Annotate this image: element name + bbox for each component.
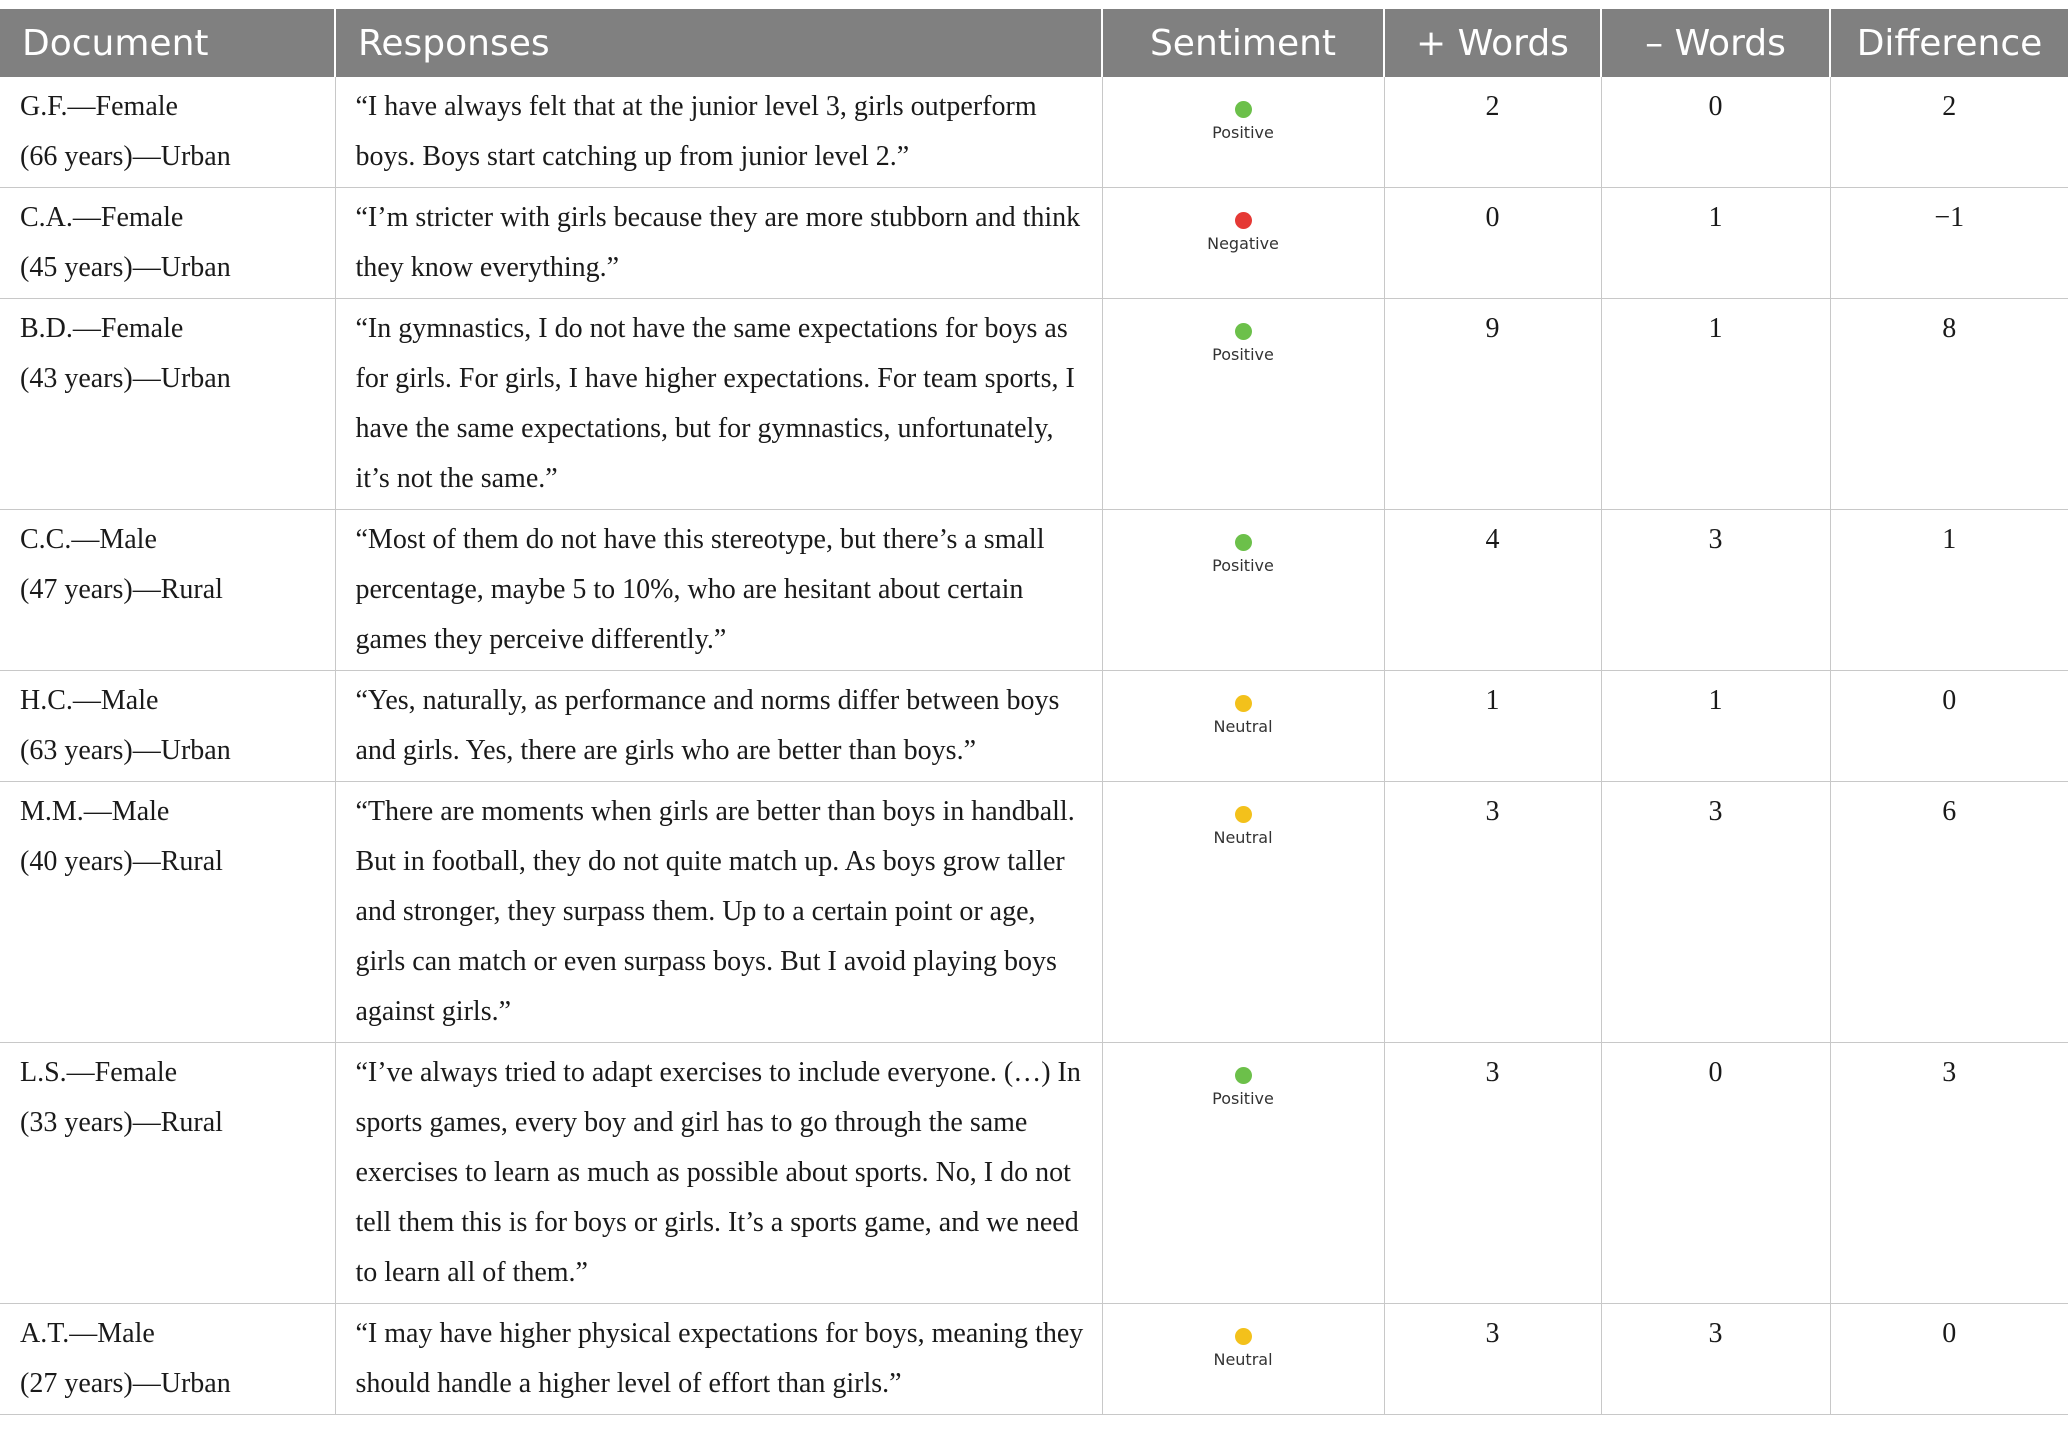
- sentiment-dot-icon: [1235, 534, 1252, 551]
- table-row: [0, 510, 2068, 671]
- document-name: C.A.—Female: [20, 202, 184, 233]
- document-cell: [0, 299, 335, 510]
- sentiment-label: Neutral: [1213, 717, 1273, 736]
- document-name: A.T.—Male: [20, 1318, 155, 1349]
- response-cell: “In gymnastics, I do not have the same expectations for boys as for girls. For girls, I have higher expectations. For team sports, I have the same expectations, but for gymnastics, unfortunately, it’s not the same.”: [335, 299, 1102, 510]
- sentiment-dot-icon: [1235, 1328, 1252, 1345]
- difference-cell: 0: [1830, 671, 2068, 782]
- difference-cell: 8: [1830, 299, 2068, 510]
- response-cell: “I have always felt that at the junior level 3, girls outperform boys. Boys start catching up from junior level 2.”: [335, 77, 1102, 188]
- header-plus-words: + Words: [1384, 9, 1601, 77]
- document-name: C.C.—Male: [20, 524, 157, 555]
- sentiment-label: Negative: [1207, 234, 1279, 253]
- difference-cell: 1: [1830, 510, 2068, 671]
- sentiment-label: Positive: [1212, 345, 1274, 364]
- sentiment-cell: [1102, 1043, 1384, 1304]
- sentiment-cell: [1102, 77, 1384, 188]
- document-cell: [0, 1043, 335, 1304]
- document-details: (45 years)—Urban: [20, 252, 231, 283]
- response-cell: “I may have higher physical expectations for boys, meaning they should handle a higher level of effort than girls.”: [335, 1304, 1102, 1415]
- plus-words-cell: 0: [1384, 188, 1601, 299]
- sentiment-dot-icon: [1235, 695, 1252, 712]
- plus-words-cell: 3: [1384, 1043, 1601, 1304]
- difference-cell: 2: [1830, 77, 2068, 188]
- minus-words-cell: 3: [1601, 510, 1830, 671]
- sentiment-indicator: [1103, 1309, 1384, 1370]
- sentiment-cell: [1102, 1304, 1384, 1415]
- sentiment-label: Neutral: [1213, 828, 1273, 847]
- header-responses: Responses: [335, 9, 1102, 77]
- sentiment-cell: [1102, 299, 1384, 510]
- difference-cell: 0: [1830, 1304, 2068, 1415]
- response-cell: “Most of them do not have this stereotype, but there’s a small percentage, maybe 5 to 10%, who are hesitant about certain games they perceive differently.”: [335, 510, 1102, 671]
- response-cell: “I’m stricter with girls because they are more stubborn and think they know everything.”: [335, 188, 1102, 299]
- document-name: H.C.—Male: [20, 685, 159, 716]
- minus-words-cell: 3: [1601, 1304, 1830, 1415]
- plus-words-cell: 3: [1384, 1304, 1601, 1415]
- sentiment-indicator: [1103, 304, 1384, 365]
- table-row: [0, 1043, 2068, 1304]
- table-body: [0, 77, 2068, 1415]
- minus-words-cell: 0: [1601, 77, 1830, 188]
- document-cell: [0, 77, 335, 188]
- sentiment-dot-icon: [1235, 806, 1252, 823]
- document-cell: [0, 188, 335, 299]
- table-row: [0, 299, 2068, 510]
- plus-words-cell: 2: [1384, 77, 1601, 188]
- sentiment-indicator: [1103, 787, 1384, 848]
- document-details: (66 years)—Urban: [20, 141, 231, 172]
- sentiment-indicator: [1103, 676, 1384, 737]
- sentiment-table: [0, 9, 2068, 1415]
- sentiment-label: Positive: [1212, 123, 1274, 142]
- difference-cell: 3: [1830, 1043, 2068, 1304]
- minus-words-cell: 0: [1601, 1043, 1830, 1304]
- document-details: (43 years)—Urban: [20, 363, 231, 394]
- table-row: [0, 77, 2068, 188]
- sentiment-indicator: [1103, 515, 1384, 576]
- sentiment-dot-icon: [1235, 1067, 1252, 1084]
- sentiment-indicator: [1103, 193, 1384, 254]
- document-cell: [0, 671, 335, 782]
- sentiment-dot-icon: [1235, 101, 1252, 118]
- difference-cell: −1: [1830, 188, 2068, 299]
- sentiment-label: Neutral: [1213, 1350, 1273, 1369]
- document-details: (27 years)—Urban: [20, 1368, 231, 1399]
- table-header: [0, 9, 2068, 77]
- sentiment-cell: [1102, 188, 1384, 299]
- document-details: (47 years)—Rural: [20, 574, 223, 605]
- sentiment-cell: [1102, 671, 1384, 782]
- document-name: G.F.—Female: [20, 91, 178, 122]
- sentiment-label: Positive: [1212, 1089, 1274, 1108]
- plus-words-cell: 3: [1384, 782, 1601, 1043]
- document-name: M.M.—Male: [20, 796, 170, 827]
- table-row: [0, 1304, 2068, 1415]
- document-name: L.S.—Female: [20, 1057, 178, 1088]
- header-row: [0, 9, 2068, 77]
- plus-words-cell: 9: [1384, 299, 1601, 510]
- difference-cell: 6: [1830, 782, 2068, 1043]
- header-sentiment: Sentiment: [1102, 9, 1384, 77]
- response-cell: “I’ve always tried to adapt exercises to include everyone. (…) In sports games, every boy and girl has to go through the same exercises to learn as much as possible about sports. No, I do not tell them this is for boys or girls. It’s a sports game, and we need to learn all of them.”: [335, 1043, 1102, 1304]
- header-document: Document: [0, 9, 335, 77]
- sentiment-dot-icon: [1235, 323, 1252, 340]
- response-cell: “Yes, naturally, as performance and norms differ between boys and girls. Yes, there are girls who are better than boys.”: [335, 671, 1102, 782]
- document-cell: [0, 1304, 335, 1415]
- sentiment-indicator: [1103, 82, 1384, 143]
- document-details: (40 years)—Rural: [20, 846, 223, 877]
- document-name: B.D.—Female: [20, 313, 184, 344]
- document-cell: [0, 782, 335, 1043]
- header-difference: Difference: [1856, 22, 2043, 64]
- table-row: [0, 671, 2068, 782]
- document-details: (63 years)—Urban: [20, 735, 231, 766]
- minus-words-cell: 1: [1601, 299, 1830, 510]
- sentiment-dot-icon: [1235, 212, 1252, 229]
- plus-words-cell: 4: [1384, 510, 1601, 671]
- document-cell: [0, 510, 335, 671]
- sentiment-indicator: [1103, 1048, 1384, 1109]
- table-row: [0, 188, 2068, 299]
- plus-words-cell: 1: [1384, 671, 1601, 782]
- minus-words-cell: 3: [1601, 782, 1830, 1043]
- sentiment-cell: [1102, 510, 1384, 671]
- table-row: [0, 782, 2068, 1043]
- header-minus-words: – Words: [1601, 9, 1830, 77]
- document-details: (33 years)—Rural: [20, 1107, 223, 1138]
- minus-words-cell: 1: [1601, 671, 1830, 782]
- sentiment-label: Positive: [1212, 556, 1274, 575]
- response-cell: “There are moments when girls are better than boys in handball. But in football, they do not quite match up. As boys grow taller and stronger, they surpass them. Up to a certain point or age, girls can match or even surpass boys. But I avoid playing boys against girls.”: [335, 782, 1102, 1043]
- minus-words-cell: 1: [1601, 188, 1830, 299]
- sentiment-cell: [1102, 782, 1384, 1043]
